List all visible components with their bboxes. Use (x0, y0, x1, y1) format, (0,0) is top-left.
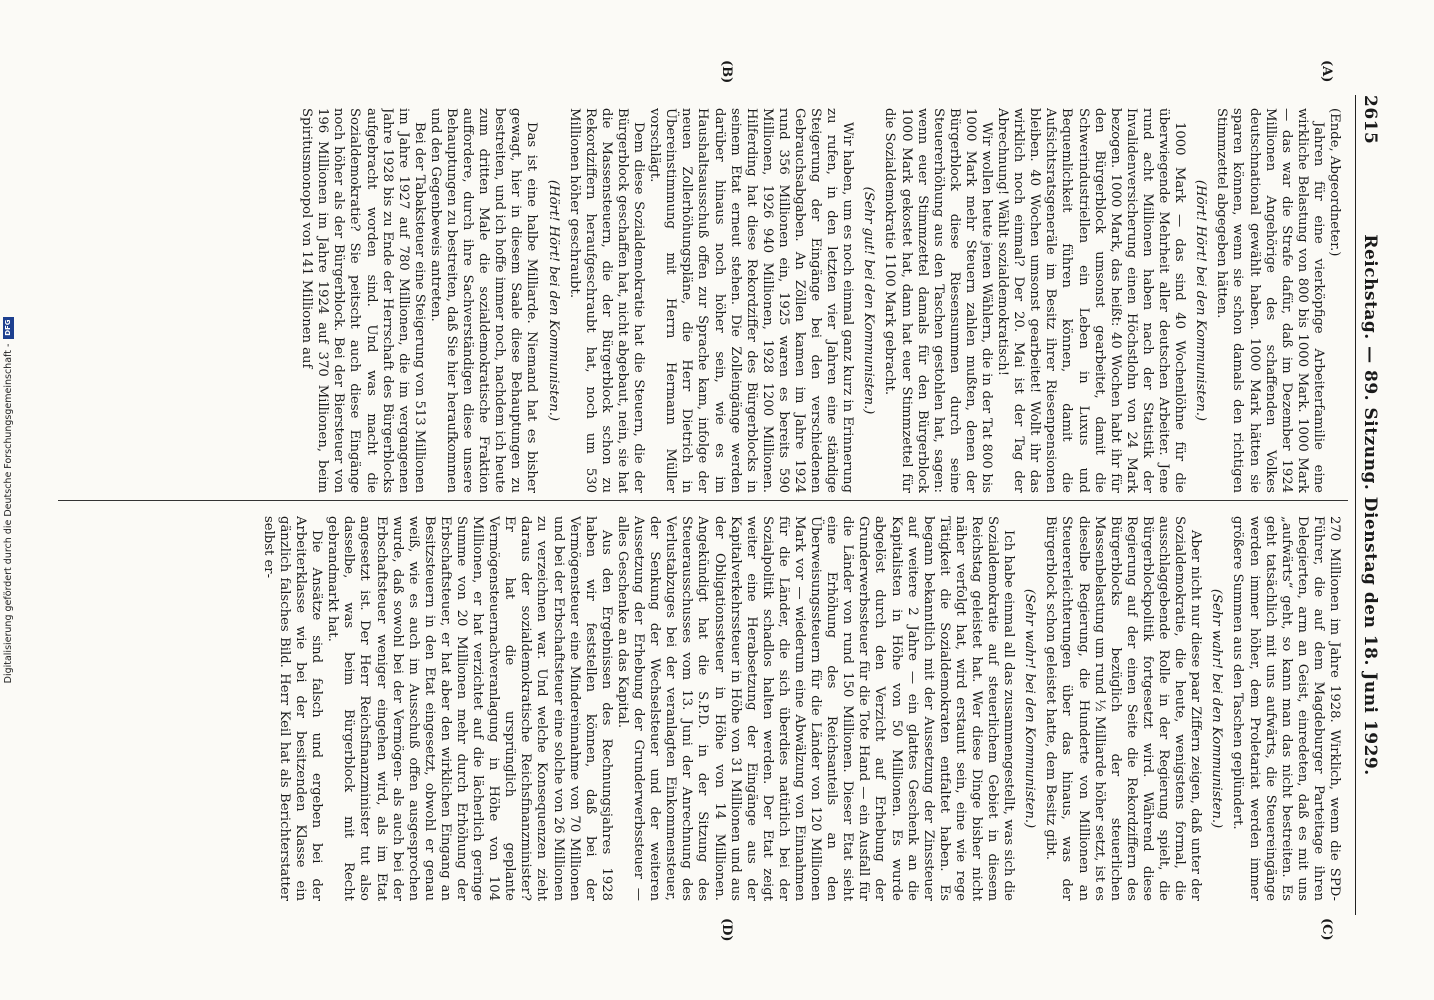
page-header (1355, 95, 1384, 915)
interjection: (Hört! Hört! bei den Kommunisten.) (1193, 179, 1209, 422)
paragraph: Aus den Ergebnissen des Rechnungsjahres 1928 haben wir feststellen können, daß bei der Vermögensteuer eine Mindereinnahme von 70 Millionen und bei der Erbschaftsteuer eine solche von 26 Millionen zu verzeichnen war. Und welche Konsequenzen zieht daraus der sozialdemokratische Reichsfinanzminister? Er hat die ursprünglich geplante Vermögensteuernachveranlagung in Höhe von 104 Millionen, er hat verzichtet auf die lächerlich geringe Summe von 20 Millionen mehr durch Erhöhung der Erbschaftsteuer, er hat aber den wirklichen Eingang an Besitzsteuern in den Etat eingesetzt, obwohl er genau weiß, wie es auch im Ausschuß offen ausgesprochen wurde, daß sowohl bei der Vermögen- als auch bei der Erbschaftsteuer weniger eingehen wird, als im Etat angesetzt ist. Der Herr Reichsfinanzminister tut also dasselbe, was beim Bürgerblock mit Recht gebrandmarkt hat. (325, 516, 614, 901)
paragraph: 1000 Mark — das sind 40 Wochenlöhne für die überwiegende Mehrheit aller deutschen Arbeiter. Jene rund acht Millionen haben nach der Statistik der Invalidenversicherung einen Höchstlohn von 24 Mark bezogen. 1000 Mark, das heißt: 40 Wochen habt ihr für den Bürgerblock umsonst gearbeitet, damit die Schwerindustriellen ein Leben in Luxus und Bequemlichkeit führen können, damit die Aufsichtsratsgeneräle im Besitz ihrer Riesenpensionen bleiben. 40 Wochen umsonst gearbeitet! Wollt ihr das wirklich noch einmal? Der 20. Mai ist der Tag der Abrechnung! Wählt sozialdemokratisch! (995, 108, 1188, 493)
margin-mark-a: (A) (1319, 60, 1334, 83)
interjection: (Sehr wahr! bei den Kommunisten.) (1022, 588, 1038, 829)
digitization-footer (0, 0, 16, 1000)
dfg-logo: DFG (3, 317, 14, 339)
left-column (62, 108, 1342, 493)
column-divider (58, 500, 1348, 501)
paragraph: Die Ansätze sind falsch und ergeben bei der Arbeiterklasse wie bei der besitzenden Klasse ein gänzlich falsches Bild. Herr Keil hat als Berichterstatter selbst er- (260, 516, 325, 901)
paragraph: 270 Millionen im Jahre 1928. Wirklich, wenn die SPD-Führer, die auf dem Magdeburger Parteitage ihren Delegierten, arm an Geist, einredeten, daß es mit uns „aufwärts“ geht, so kann man das nicht bestreiten. Es geht tatsächlich mit uns aufwärts, die Steuereingänge werden immer höher, dem Proletariat werden immer größere Summen aus den Taschen geplündert. (1230, 516, 1342, 901)
margin-mark-b: (B) (719, 60, 734, 84)
paragraph: Jahren für eine vierköpfige Arbeiterfamilie eine wirkliche Belastung von 800 bis 1000 Mark. 1000 Mark — das war die Strafe dafür, daß im Dezember 1924 Millionen Angehörige des schaffenden Volkes deutschnational gewählt haben. 1000 Mark hätten sie sparen können, wenn sie schon damals den richtigen Stimmzettel abgegeben hätten. (1214, 108, 1326, 493)
interjection: (Sehr wahr! bei den Kommunisten.) (1209, 588, 1225, 829)
paragraph: Wir wollen heute jenen Wählern, die in der Tat 800 bis 1000 Mark mehr Steuern zahlen mußten, denen der Bürgerblock diese Riesensummen durch seine Steuererhöhung aus den Taschen gestohlen hat, sagen: wenn euer Stimmzettel damals für den Bürgerblock 1000 Mark gekostet hat, dann hat euer Stimmzettel für die Sozialdemokratie 1100 Mark gebracht. (882, 108, 995, 493)
paragraph: (Ende, Abgeordneter.) (1327, 108, 1342, 257)
paragraph: Ich habe einmal all das zusammengestellt, was sich die Sozialdemokratie auf steuerlichem Gebiet in diesem Reichstag geleistet hat. Wer diese Dinge bisher nicht näher verfolgt hat, wird erstaunt sein, eine wie rege Tätigkeit die Sozialdemokraten entfaltet haben. Es begann bekanntlich mit der Aussetzung der Zinssteuer auf weitere 2 Jahre — ein glattes Geschenk an die Kapitalisten in Höhe von 50 Millionen. Es wurde abgelöst durch den Verzicht auf Erhebung der Grunderwerbssteuer für die Tote Hand — ein Ausfall für die Länder von rund 150 Millionen. Dieser Etat sieht eine Erhöhung des Reichsanteils an den Überweisungssteuern für die Länder von 120 Millionen Mark vor — wiederum eine Abwälzung von Einnahmen für die Länder, die sich überdies natürlich bei der Sozialpolitik schadlos halten werden. Der Etat zeigt weiter eine Herabsetzung der Eingänge aus der Kapitalverkehrssteuer in Höhe von 31 Millionen und aus der Obligationssteuer in Höhe von 14 Millionen. Angekündigt hat die S.P.D. in der Sitzung des Steuerausschusses vom 13. Juni der Anrechnung des Verlustabzuges bei der veranlagten Einkommensteuer, der Senkung der Wechselsteuer und der weiteren Aussetzung der Erhebung der Grunderwerbssteuer — alles Geschenke an das Kapital. (614, 516, 1017, 901)
paragraph: Wir haben, um es noch einmal ganz kurz in Erinnerung zu rufen, in den letzten vier Jahren eine ständige Steigerung der Eingänge bei den verschiedenen Gebrauchsabgaben. An Zöllen kamen im Jahre 1924 rund 356 Millionen ein, 1925 waren es bereits 590 Millionen, 1926 940 Millionen, 1928 1200 Millionen. Hilferding hat diese Rekordziffer des Bürgerblocks in seinem Etat erneut stehen. Die Zolleingänge werden darüber hinaus noch höher sein, wie es im Haushaltsausschuß offen zur Sprache kam, infolge der neuen Zollerhöhungspläne, die Herr Dietrich in Übereinstimmung mit Herrn Hermann Müller vorschlägt. (647, 108, 856, 493)
footer-text: Digitalisierung gefördert durch die Deutsche Forschungsgemeinschaft - (2, 343, 14, 684)
paragraph: Dem diese Sozialdemokratie hat die Steuern, die der Bürgerblock geschaffen hat, nicht abgebaut, nein, sie hat die Massensteuern, die der Bürgerblock schon zu Rekordziffern heraufgeschraubt hat, noch um 530 Millionen höher geschraubt. (566, 108, 647, 493)
paragraph: Bei der Tabaksteuer eine Steigerung von 513 Millionen im Jahre 1927 auf 780 Millionen, die im vergangenen Jahre 1928 bis zu Ende der Herrschaft des Bürgerblocks aufgebracht worden sind. Und was macht die Sozialdemokratie? Sie peitscht auch diese Eingänge noch höher als der Bürgerblock. Bei der Biersteuer von 196 Millionen im Jahre 1924 auf 370 Millionen, beim Spiritusmonopol von 141 Millionen auf (299, 108, 427, 493)
page-number: 2615 (1360, 95, 1380, 145)
margin-mark-c: (C) (1319, 918, 1334, 941)
page-title: Reichstag. — 89. Sitzung. Dienstag den 18. Juni 1929. (1360, 234, 1380, 776)
right-column (62, 516, 1342, 901)
interjection: (Sehr gut! bei den Kommunisten.) (861, 186, 877, 415)
paragraph: Aber nicht nur diese paar Ziffern zeigen, daß unter der Sozialdemokratie, die heute, wenigstens formal, die ausschlaggebende Rolle in der Regierung spielt, die Bürgerblockpolitik fortgesetzt wird. Während diese Regierung auf der einen Seite die Rekordziffern des Bürgerblocks bezüglich der steuerlichen Massenbelastung um rund ½ Milliarde höher setzt, ist es dieselbe Regierung, die Hunderte von Millionen an Steuererleichterungen über das hinaus, was der Bürgerblock schon geleistet hatte, dem Besitz gibt. (1043, 516, 1204, 901)
margin-mark-d: (D) (719, 918, 734, 942)
interjection: (Hört! Hört! bei den Kommunisten.) (545, 179, 561, 422)
paragraph: Das ist eine halbe Milliarde. Niemand hat es bisher gewagt, hier in diesem Saale diese Behauptungen zu bestreiten, und ich hoffe immer noch, nachdem ich heute zum dritten Male die sozialdemokratische Fraktion auffordere, durch ihre Sachverständigen diese unsere Behauptungen zu bestreiten, daß Sie hier heraufkommen und den Gegenbeweis antreten. (427, 108, 540, 493)
